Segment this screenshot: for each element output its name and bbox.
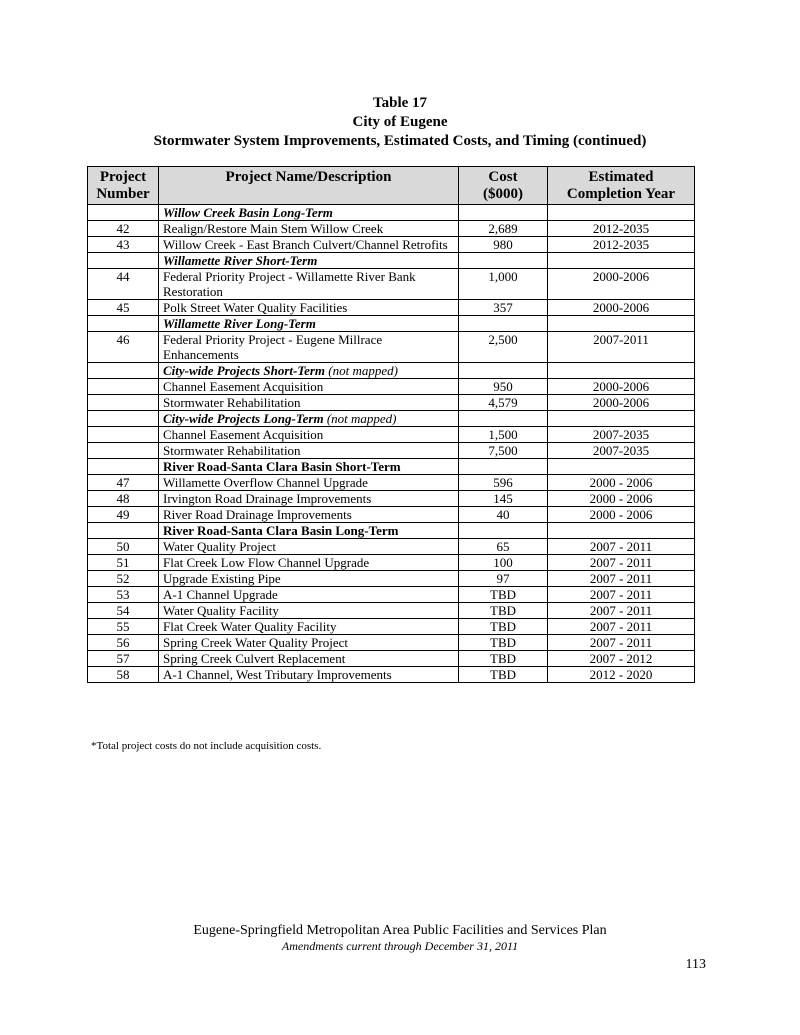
section-number-cell	[88, 363, 159, 379]
section-year-cell	[548, 459, 695, 475]
completion-year: 2000-2006	[548, 395, 695, 411]
header-completion-year: Estimated Completion Year	[548, 167, 695, 205]
table-row	[88, 443, 695, 459]
section-label	[159, 459, 459, 475]
project-cost: TBD	[459, 667, 548, 683]
section-cost-cell	[459, 363, 548, 379]
section-number-cell	[88, 316, 159, 332]
section-year-cell	[548, 411, 695, 427]
table-row	[88, 491, 695, 507]
project-number: 55	[88, 619, 159, 635]
section-note: (not mapped)	[325, 363, 398, 378]
project-cost: 980	[459, 237, 548, 253]
header-row	[88, 167, 695, 205]
completion-year: 2007 - 2011	[548, 571, 695, 587]
project-number	[88, 395, 159, 411]
project-number	[88, 427, 159, 443]
table-row	[88, 300, 695, 316]
completion-year: 2007-2035	[548, 443, 695, 459]
section-title: Willamette River Short-Term	[163, 253, 318, 268]
header-cost: Cost ($000)	[459, 167, 548, 205]
completion-year: 2000-2006	[548, 269, 695, 300]
section-title: River Road-Santa Clara Basin Long-Term	[163, 523, 399, 538]
project-cost: 2,500	[459, 332, 548, 363]
section-year-cell	[548, 205, 695, 221]
table-row	[88, 667, 695, 683]
project-cost: TBD	[459, 651, 548, 667]
table-row	[88, 603, 695, 619]
project-number: 44	[88, 269, 159, 300]
project-number: 48	[88, 491, 159, 507]
project-name: Spring Creek Water Quality Project	[159, 635, 459, 651]
section-number-cell	[88, 253, 159, 269]
project-cost: 97	[459, 571, 548, 587]
section-title: River Road-Santa Clara Basin Short-Term	[163, 459, 401, 474]
project-name: Water Quality Facility	[159, 603, 459, 619]
project-name: Irvington Road Drainage Improvements	[159, 491, 459, 507]
section-label	[159, 411, 459, 427]
section-year-cell	[548, 523, 695, 539]
section-label	[159, 363, 459, 379]
table-title	[0, 94, 800, 151]
section-cost-cell	[459, 253, 548, 269]
project-cost: 2,689	[459, 221, 548, 237]
section-number-cell	[88, 411, 159, 427]
section-year-cell	[548, 316, 695, 332]
completion-year: 2007 - 2011	[548, 587, 695, 603]
completion-year: 2000 - 2006	[548, 491, 695, 507]
project-number: 43	[88, 237, 159, 253]
project-cost: 100	[459, 555, 548, 571]
section-row	[88, 205, 695, 221]
completion-year: 2007 - 2011	[548, 619, 695, 635]
completion-year: 2012-2035	[548, 221, 695, 237]
table-row	[88, 571, 695, 587]
project-number: 57	[88, 651, 159, 667]
table-row	[88, 539, 695, 555]
completion-year: 2007 - 2011	[548, 635, 695, 651]
project-number: 50	[88, 539, 159, 555]
project-number	[88, 379, 159, 395]
project-cost: TBD	[459, 603, 548, 619]
table-row	[88, 555, 695, 571]
table-row	[88, 269, 695, 300]
project-name: Upgrade Existing Pipe	[159, 571, 459, 587]
section-label	[159, 253, 459, 269]
project-name: Stormwater Rehabilitation	[159, 395, 459, 411]
footer-amendments: Amendments current through December 31, 2011	[281, 939, 519, 953]
project-cost: 1,500	[459, 427, 548, 443]
project-cost: 65	[459, 539, 548, 555]
project-cost: 145	[459, 491, 548, 507]
section-cost-cell	[459, 411, 548, 427]
completion-year: 2000 - 2006	[548, 475, 695, 491]
header-project-number: Project Number	[88, 167, 159, 205]
project-number: 49	[88, 507, 159, 523]
project-name: River Road Drainage Improvements	[159, 507, 459, 523]
section-row	[88, 316, 695, 332]
table-row	[88, 221, 695, 237]
header-project-name: Project Name/Description	[159, 167, 459, 205]
table-row	[88, 475, 695, 491]
table-row	[88, 635, 695, 651]
section-row	[88, 253, 695, 269]
section-title: City-wide Projects Long-Term	[163, 411, 324, 426]
page-number: 113	[685, 957, 706, 972]
project-name: Spring Creek Culvert Replacement	[159, 651, 459, 667]
section-row	[88, 411, 695, 427]
completion-year: 2007-2035	[548, 427, 695, 443]
section-cost-cell	[459, 316, 548, 332]
project-number: 56	[88, 635, 159, 651]
improvements-table	[87, 166, 695, 683]
page-footer	[0, 922, 800, 953]
section-label	[159, 523, 459, 539]
project-number: 51	[88, 555, 159, 571]
project-name: Federal Priority Project - Willamette River Bank Restoration	[159, 269, 459, 300]
project-cost: 950	[459, 379, 548, 395]
project-cost: 4,579	[459, 395, 548, 411]
project-cost: TBD	[459, 635, 548, 651]
completion-year: 2007 - 2011	[548, 555, 695, 571]
project-cost: 7,500	[459, 443, 548, 459]
city-name: City of Eugene	[352, 114, 448, 130]
completion-year: 2000 - 2006	[548, 507, 695, 523]
section-title: Willamette River Long-Term	[163, 316, 316, 331]
section-number-cell	[88, 523, 159, 539]
project-number: 53	[88, 587, 159, 603]
project-name: A-1 Channel, West Tributary Improvements	[159, 667, 459, 683]
project-cost: TBD	[459, 619, 548, 635]
project-name: Flat Creek Water Quality Facility	[159, 619, 459, 635]
table-row	[88, 507, 695, 523]
table-caption: Stormwater System Improvements, Estimated Costs, and Timing (continued)	[153, 133, 647, 149]
section-label	[159, 316, 459, 332]
section-cost-cell	[459, 523, 548, 539]
table-body	[88, 205, 695, 683]
completion-year: 2000-2006	[548, 300, 695, 316]
project-name: Realign/Restore Main Stem Willow Creek	[159, 221, 459, 237]
section-row	[88, 459, 695, 475]
project-number	[88, 443, 159, 459]
project-name: Willow Creek - East Branch Culvert/Channel Retrofits	[159, 237, 459, 253]
project-name: A-1 Channel Upgrade	[159, 587, 459, 603]
completion-year: 2007 - 2011	[548, 603, 695, 619]
project-name: Water Quality Project	[159, 539, 459, 555]
project-name: Channel Easement Acquisition	[159, 379, 459, 395]
project-name: Stormwater Rehabilitation	[159, 443, 459, 459]
project-name: Federal Priority Project - Eugene Millrace Enhancements	[159, 332, 459, 363]
completion-year: 2000-2006	[548, 379, 695, 395]
section-row	[88, 523, 695, 539]
completion-year: 2007-2011	[548, 332, 695, 363]
table-row	[88, 332, 695, 363]
project-name: Willamette Overflow Channel Upgrade	[159, 475, 459, 491]
completion-year: 2007 - 2011	[548, 539, 695, 555]
completion-year: 2007 - 2012	[548, 651, 695, 667]
section-row	[88, 363, 695, 379]
section-note: (not mapped)	[323, 411, 397, 426]
project-name: Polk Street Water Quality Facilities	[159, 300, 459, 316]
table-row	[88, 651, 695, 667]
section-cost-cell	[459, 205, 548, 221]
table-row	[88, 587, 695, 603]
project-number: 47	[88, 475, 159, 491]
project-number: 45	[88, 300, 159, 316]
project-name: Channel Easement Acquisition	[159, 427, 459, 443]
project-number: 42	[88, 221, 159, 237]
project-number: 54	[88, 603, 159, 619]
section-cost-cell	[459, 459, 548, 475]
table-row	[88, 619, 695, 635]
project-number: 52	[88, 571, 159, 587]
project-cost: TBD	[459, 587, 548, 603]
section-title: City-wide Projects Short-Term	[163, 363, 326, 378]
project-number: 46	[88, 332, 159, 363]
completion-year: 2012-2035	[548, 237, 695, 253]
project-cost: 596	[459, 475, 548, 491]
section-year-cell	[548, 363, 695, 379]
footer-plan-title: Eugene-Springfield Metropolitan Area Public Facilities and Services Plan	[193, 923, 607, 938]
project-number: 58	[88, 667, 159, 683]
project-cost: 1,000	[459, 269, 548, 300]
section-number-cell	[88, 205, 159, 221]
section-title: Willow Creek Basin Long-Term	[163, 205, 333, 220]
table-row	[88, 237, 695, 253]
project-name: Flat Creek Low Flow Channel Upgrade	[159, 555, 459, 571]
project-cost: 357	[459, 300, 548, 316]
completion-year: 2012 - 2020	[548, 667, 695, 683]
footnote: *Total project costs do not include acquisition costs.	[91, 740, 322, 752]
section-number-cell	[88, 459, 159, 475]
section-year-cell	[548, 253, 695, 269]
section-label	[159, 205, 459, 221]
table-row	[88, 379, 695, 395]
project-cost: 40	[459, 507, 548, 523]
table-row	[88, 395, 695, 411]
table-row	[88, 427, 695, 443]
table-number: Table 17	[372, 95, 428, 111]
